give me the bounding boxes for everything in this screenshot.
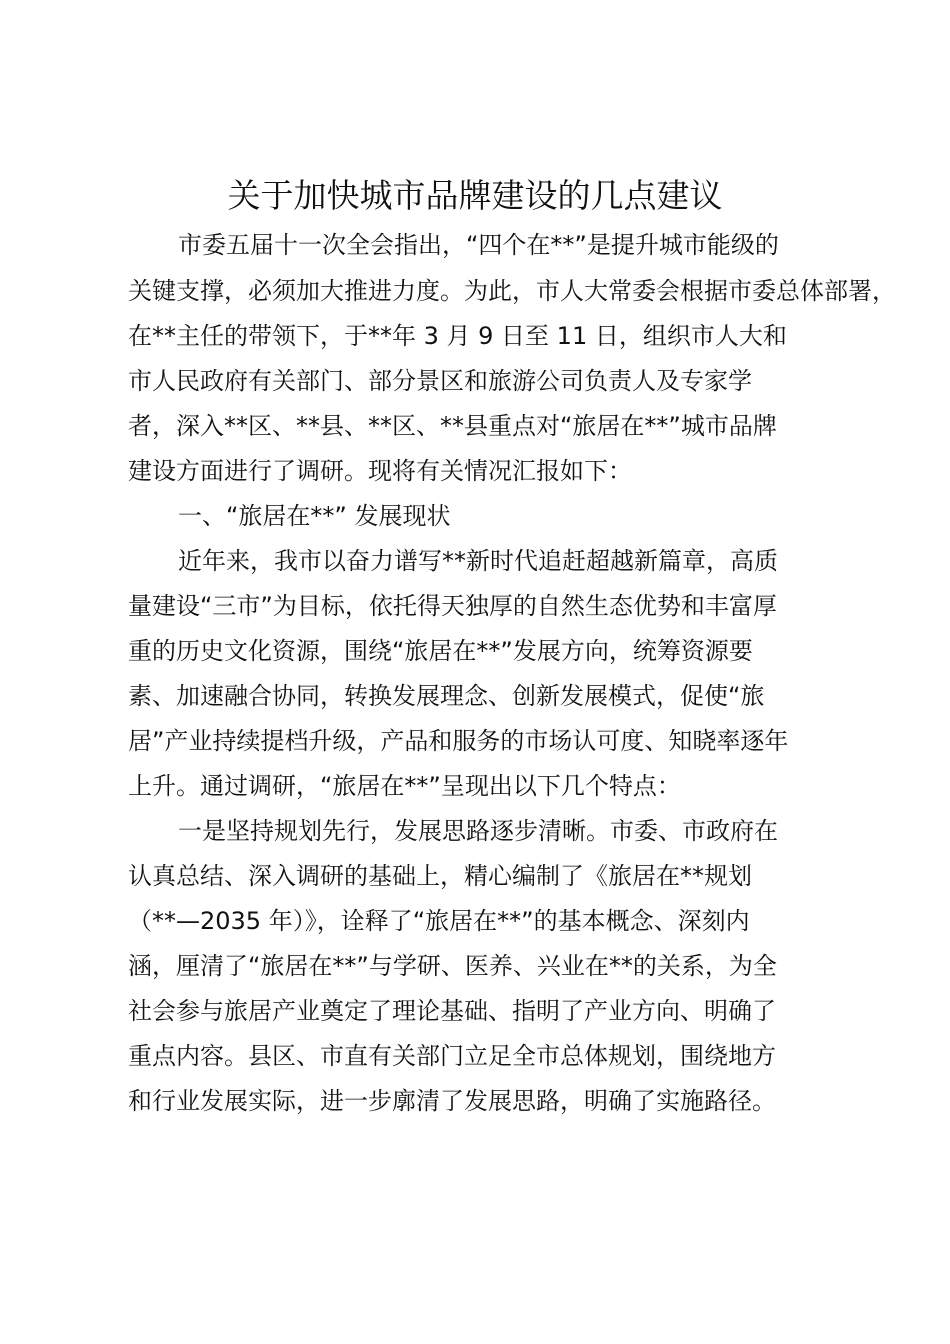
- paragraph-line: 在**主任的带领下，于**年 3 月 9 日至 11 日，组织市人大和: [128, 322, 787, 350]
- paragraph-line: 市人民政府有关部门、部分景区和旅游公司负责人及专家学: [128, 367, 752, 395]
- paragraph-line: 近年来，我市以奋力谱写**新时代追赶超越新篇章，高质: [178, 547, 778, 575]
- paragraph-line: 重点内容。县区、市直有关部门立足全市总体规划，围绕地方: [128, 1042, 776, 1070]
- section-heading: 一、“旅居在**” 发展现状: [178, 502, 451, 530]
- paragraph-line: 建设方面进行了调研。现将有关情况汇报如下：: [128, 457, 632, 485]
- paragraph-line: 认真总结、深入调研的基础上，精心编制了《旅居在**规划: [128, 862, 752, 890]
- paragraph-line: 上升。通过调研，“旅居在**”呈现出以下几个特点：: [128, 772, 681, 800]
- paragraph-line: 市委五届十一次全会指出，“四个在**”是提升城市能级的: [178, 231, 779, 259]
- paragraph-line: 一是坚持规划先行，发展思路逐步清晰。市委、市政府在: [178, 817, 778, 845]
- paragraph-line: 者，深入**区、**县、**区、**县重点对“旅居在**”城市品牌: [128, 412, 777, 440]
- paragraph-line: 社会参与旅居产业奠定了理论基础、指明了产业方向、明确了: [128, 997, 776, 1025]
- paragraph-line: 重的历史文化资源，围绕“旅居在**”发展方向，统筹资源要: [128, 637, 753, 665]
- paragraph-line: 量建设“三市”为目标，依托得天独厚的自然生态优势和丰富厚: [128, 592, 777, 620]
- paragraph-line: 涵，厘清了“旅居在**”与学研、医养、兴业在**的关系，为全: [128, 952, 777, 980]
- paragraph-line: 和行业发展实际，进一步廓清了发展思路，明确了实施路径。: [128, 1087, 776, 1115]
- document-title: 关于加快城市品牌建设的几点建议: [227, 176, 723, 215]
- paragraph-line: 居”产业持续提档升级，产品和服务的市场认可度、知晓率逐年: [128, 727, 789, 755]
- paragraph-line: 素、加速融合协同，转换发展理念、创新发展模式，促使“旅: [128, 682, 765, 710]
- paragraph-line: 关键支撑，必须加大推进力度。为此，市人大常委会根据市委总体部署，: [128, 277, 896, 305]
- paragraph-line: （**—2035 年）》，诠释了“旅居在**”的基本概念、深刻内: [128, 907, 750, 935]
